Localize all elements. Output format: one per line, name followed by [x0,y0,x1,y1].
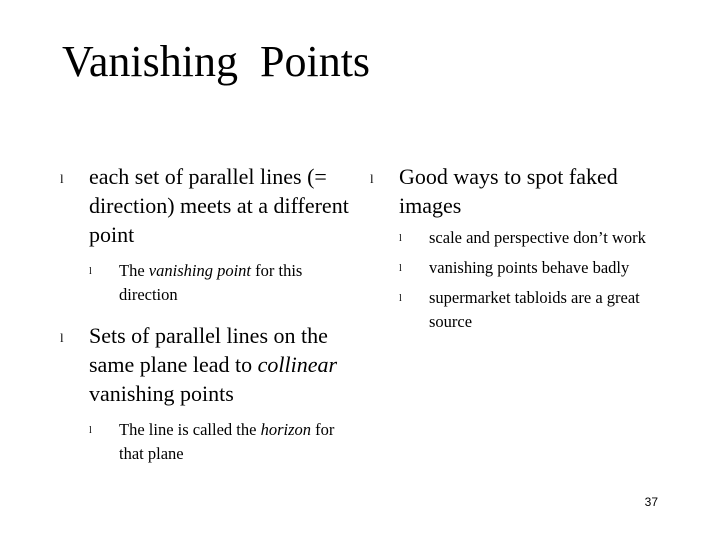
subbullet-text-end: for that plane [119,420,335,463]
subbullet-text-end: for this direction [119,261,303,304]
subbullet-text: supermarket tabloids are a great source [429,288,640,331]
left-column [60,162,360,466]
right-column [370,162,660,334]
bullet-marker: l [60,330,64,345]
subbullet-marker: l [89,425,92,436]
subbullet-horizon [89,418,360,466]
subbullet-scale-perspective [399,226,660,250]
bullet-parallel-lines [60,162,360,249]
bullet-faked-images [370,162,660,220]
subbullet-vanishing-points-badly [399,256,660,280]
subbullet-marker: l [399,293,402,304]
bullet-emphasis: collinear [257,352,338,377]
subbullet-marker: l [399,233,402,244]
bullet-marker: l [60,171,64,186]
page-number: 37 [644,495,658,509]
subbullet-text-start: The [119,261,149,280]
subbullet-marker: l [89,266,92,277]
subbullet-tabloids [399,286,660,334]
bullet-marker: l [370,171,374,186]
bullet-text-end: vanishing points [89,381,234,406]
bullet-text: Good ways to spot faked images [399,164,618,218]
bullet-text: each set of parallel lines (= direction) meets at a different point [89,164,349,247]
subbullet-text: scale and perspective don’t work [429,228,646,247]
subbullet-vanishing-point [89,259,360,307]
subbullet-emphasis: vanishing point [148,261,251,280]
slide-title: Vanishing Points [62,37,371,86]
bullet-text-start: Sets of parallel lines on the same plane lead to [89,323,328,377]
subbullet-emphasis: horizon [260,420,312,439]
bullet-collinear [60,321,360,408]
subbullet-text-start: The line is called the [119,420,261,439]
subbullet-text: vanishing points behave badly [429,258,630,277]
subbullet-marker: l [399,263,402,274]
